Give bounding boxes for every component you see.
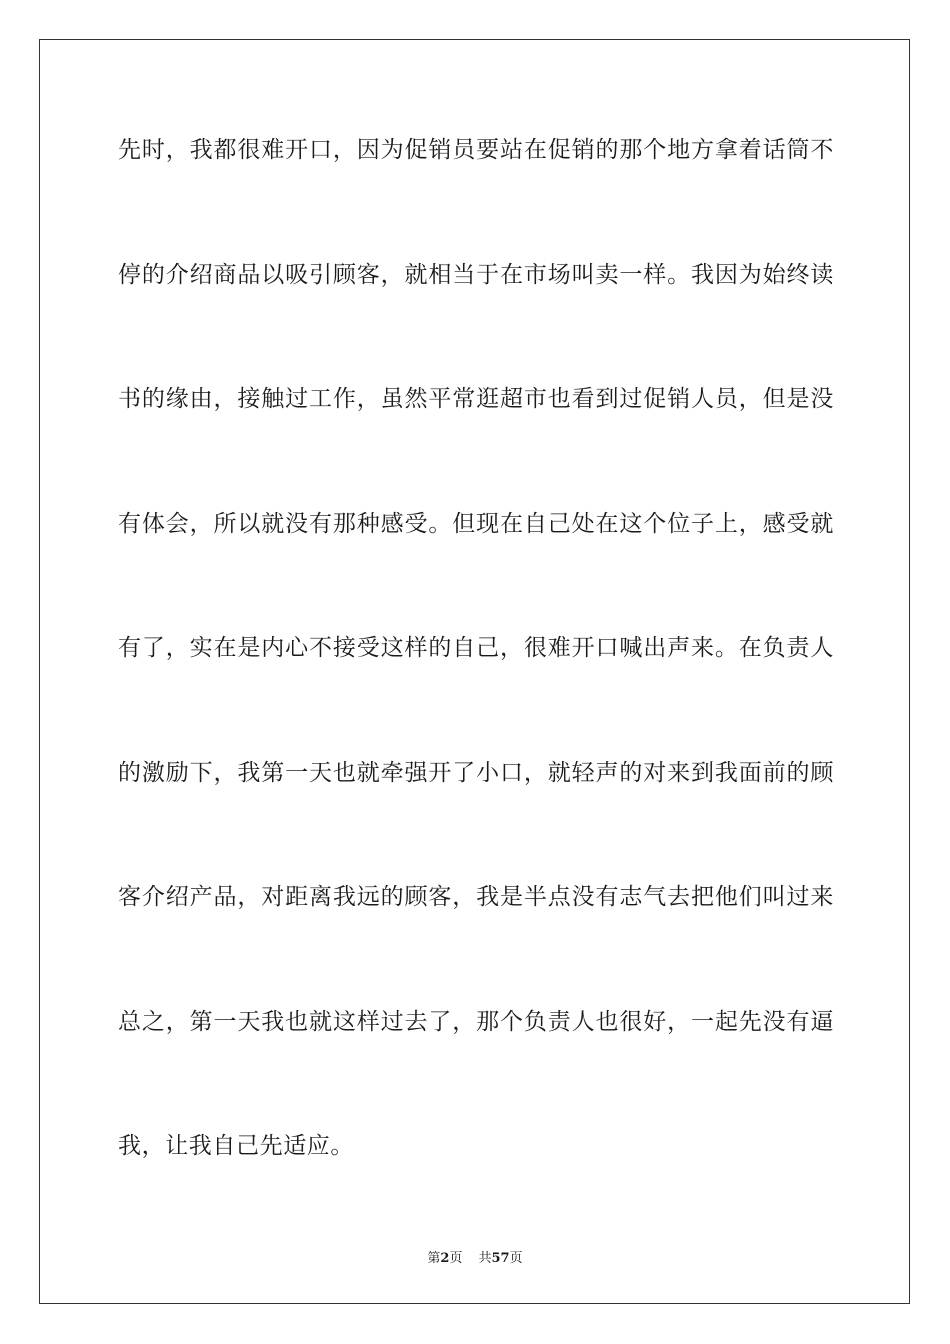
paragraph-line-last: 我，让我自己先适应。 xyxy=(118,1133,354,1159)
page-prefix: 第 xyxy=(427,1251,441,1266)
paragraph-line: 先时，我都很难开口，因为促销员要站在促销的那个地方拿着话筒不 xyxy=(118,137,834,163)
page-border xyxy=(39,39,910,1304)
paragraph-line: 有了，实在是内心不接受这样的自己，很难开口喊出声来。在负责人 xyxy=(118,635,834,661)
total-suffix: 页 xyxy=(509,1251,523,1266)
paragraph-line: 总之，第一天我也就这样过去了，那个负责人也很好，一起先没有逼 xyxy=(118,1009,834,1035)
total-prefix: 共 xyxy=(478,1251,492,1266)
paragraph-line: 有体会，所以就没有那种感受。但现在自己处在这个位子上，感受就 xyxy=(118,511,834,537)
paragraph-line: 书的缘由，接触过工作，虽然平常逛超市也看到过促销人员，但是没 xyxy=(118,386,834,412)
paragraph-line: 停的介绍商品以吸引顾客，就相当于在市场叫卖一样。我因为始终读 xyxy=(118,262,834,288)
total-pages: 57 xyxy=(491,1251,510,1266)
paragraph-line: 客介绍产品，对距离我远的顾客，我是半点没有志气去把他们叫过来 xyxy=(118,884,834,910)
paragraph-line: 的激励下，我第一天也就牵强开了小口，就轻声的对来到我面前的顾 xyxy=(118,760,834,786)
page-footer xyxy=(0,1247,950,1266)
page-number: 2 xyxy=(440,1251,450,1266)
page-suffix: 页 xyxy=(449,1251,463,1266)
